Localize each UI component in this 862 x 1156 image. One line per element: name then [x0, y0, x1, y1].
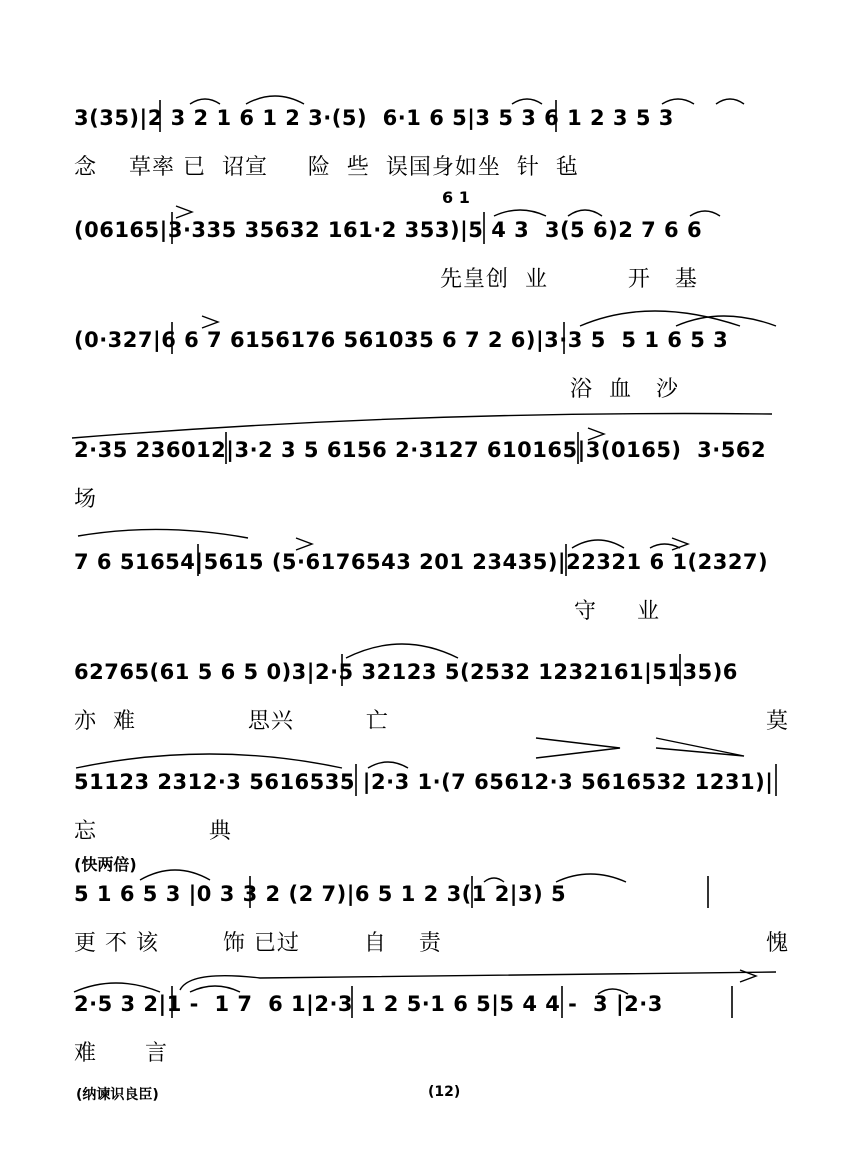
notation-line-1: 3(35)|2 3 2 1 6 1 2 3·(5) 6·1 6 5|3 5 3 6 1 2 3 5 3 [74, 106, 674, 130]
slur-arc [572, 540, 624, 548]
slur-arc [568, 210, 602, 216]
decrescendo-hairpin [656, 738, 744, 756]
slur-arc [556, 874, 626, 882]
notation-line-6: 62765(61 5 6 5 0)3|2·5 32123 5(2532 1232161|5135)6 [74, 660, 738, 684]
slur-arc [140, 870, 210, 880]
slur-arc [512, 99, 542, 104]
footer-title: (纳谏识良臣) [76, 1087, 159, 1103]
grace-notes-above: 6 1 [442, 188, 470, 207]
notation-line-2: (06165|3·335 35632 161·2 353)|5 4 3 3(5 6)2 7 6 6 [74, 218, 703, 242]
slur-arc [78, 529, 248, 538]
lyric-line-1: 念 草率 已 诏宣 险 些 误国身如坐 针 毡 [74, 155, 579, 180]
slur-arc [246, 96, 304, 104]
long-slur [180, 972, 776, 990]
slur-arc [598, 989, 628, 994]
lyric-line-3: 浴 血 沙 [570, 377, 679, 402]
slur-arc [368, 762, 408, 768]
accent-mark [176, 206, 192, 218]
lyric-line-6-end: 莫 [766, 709, 789, 734]
notation-line-4: 2·35 236012|3·2 3 5 6156 2·3127 610165|3(0165) 3·562 [74, 438, 767, 462]
tempo-marking: (快两倍) [74, 855, 137, 874]
lyric-line-2: 先皇创 业 开 基 [440, 267, 698, 292]
slur-arc [76, 754, 342, 768]
slur-arc [346, 644, 458, 658]
lyric-line-8: 更 不 该 饰 已过 自 责 [74, 931, 442, 956]
slur-arc [190, 99, 220, 104]
accent-mark [588, 428, 604, 440]
notation-line-9: 2·5 3 2|1 - 1 7 6 1|2·3 1 2 5·1 6 5|5 4 4 - 3 |2·3 [74, 992, 663, 1016]
crescendo-hairpin [536, 738, 620, 758]
lyric-line-7: 忘 典 [74, 819, 232, 844]
slur-arc [74, 983, 160, 992]
slur-arc [716, 99, 744, 104]
lyric-line-5: 守 业 [574, 599, 660, 624]
accent-mark [672, 538, 688, 550]
accent-mark [296, 538, 312, 550]
notation-line-3: (0·327|6 6 7 6156176 561035 6 7 2 6)|3·3 5 5 1 6 5 3 [74, 328, 729, 352]
slur-arc [662, 99, 694, 104]
notation-line-8: 5 1 6 5 3 |0 3 3 2 (2 7)|6 5 1 2 3(1 2|3) 5 [74, 882, 567, 906]
lyric-line-9: 难 言 [74, 1041, 168, 1066]
slur-arc [580, 311, 740, 326]
long-slur [72, 414, 772, 439]
slur-arc [484, 878, 504, 882]
lyric-line-4: 场 [74, 487, 98, 512]
slur-arc [690, 211, 720, 216]
slur-arc [650, 544, 680, 548]
lyric-line-6: 亦 难 思兴 亡 [74, 709, 389, 734]
lyric-line-8-end: 愧 [766, 931, 789, 956]
slur-arc [190, 986, 240, 992]
notation-line-5: 7 6 51654|5615 (5·6176543 201 23435)|22321 6 1(2327) [74, 550, 769, 574]
slur-arc [494, 210, 546, 216]
page-number: (12) [428, 1084, 461, 1100]
notation-line-7: 51123 2312·3 5616535 |2·3 1·(7 65612·3 5616532 1231)| [74, 770, 774, 794]
accent-mark [202, 316, 218, 328]
